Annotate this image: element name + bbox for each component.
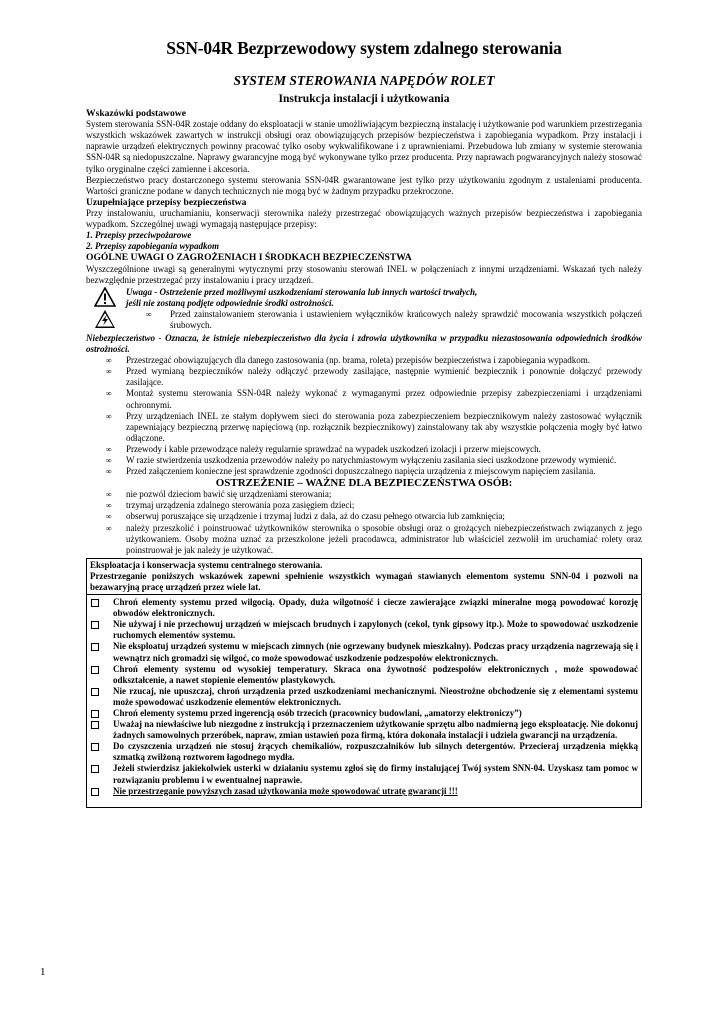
list-item [86,355,642,366]
checkbox-square-icon [91,710,99,718]
checkbox-square-icon [91,621,99,629]
checkbox-square-icon [91,666,99,674]
list-item-text: Przewody i kable przewodzące należy regularnie sprawdzać na wypadek uszkodzeń izolacji i przerw miejscowych. [126,443,541,454]
basics-heading: Wskazówki podstawowe [86,108,186,119]
list-item [86,388,642,410]
operation-item-list [90,597,638,797]
checkbox-square-icon [91,599,99,607]
operation-items-box [86,595,642,808]
operation-item-text: Chroń elementy systemu przed ingerencją osób trzecich (pracownicy budowlani, „amatorzy elektroniczy”) [113,708,522,719]
checkbox-square-icon [91,688,99,696]
list-item-text: Przed wymianą bezpieczników należy odłączyć przewody zasilające, następnie wymienić bezpiecznik i ponownie dołączyć przewody zasilające. [126,366,642,388]
list-item-text: nie pozwól dzieciom bawić się urządzeniami sterowania; [126,489,332,500]
bullet-symbol: ∞ [106,501,112,511]
bullet-symbol: ∞ [106,512,112,522]
bullet-symbol: ∞ [106,411,112,421]
operation-item [90,786,638,797]
operation-item-text: Jeżeli stwierdzisz jakiekolwiek usterki w działaniu systemu zgłoś się do firmy instalującej Twój system SNN-04. Uzyskasz tam pomoc w rozwiązaniu problemu i w ewentualnej naprawie. [113,763,638,785]
bullet-symbol: ∞ [106,356,112,366]
operation-item [90,741,638,763]
operation-item-text: Nie eksploatuj urządzeń systemu w miejscach zimnych (nie ogrzewany budynek mieszkalny). Podczas pracy urządzenia nagrzewają się i wewnątrz nich gromadzi się wilgoć, co może spowodować uszkodzenie podzespołów elektronicznych. [113,641,638,663]
warning-notice [86,287,642,309]
list-item-text: Przed załączeniem konieczne jest sprawdzenie zgodności dopuszczalnego napięcia urządzenia z miejscowym napięciem zasilania. [126,466,596,477]
operation-item-text: Nie używaj i nie przechowuj urządzeń w miejscach brudnych i zapylonych (cekol, tynk gipsowy itp.). Może to spowodować uszkodzenie ruchomych elementów systemu. [113,619,638,641]
bullet-symbol: ∞ [106,456,112,466]
page-number: 1 [40,966,46,978]
operation-item [90,641,638,663]
document-subtitle: SYSTEM STEROWANIA NAPĘDÓW ROLET [233,73,495,88]
warning-line-2: jeśli nie zostaną podjęte odpowiednie środki ostrożności. [126,297,334,308]
document-subtitle-2: Instrukcja instalacji i użytkowania [278,93,450,105]
document-title: SSN-04R Bezprzewodowy system zdalnego sterowania [166,38,562,58]
supplementary-paragraph: Przy instalowaniu, uruchamianiu, konserwacji sterownika należy przestrzegać obowiązujących ważnych przepisów bezpieczeństwa i zapobiegania wypadkom. Szczególnej uwagi wymagają następujące przepisy: [86,208,642,230]
list-item [86,366,642,388]
operation-item [90,763,638,785]
bullet-symbol: ∞ [106,389,112,399]
operation-item-text: Nie przestrzeganie powyższych zasad użytkowania może spowodować utratę gwarancji !!! [113,785,458,796]
bullet-symbol: ∞ [106,523,112,533]
list-item-text: W razie stwierdzenia uszkodzenia przewodów należy po natychmiastowym wyłączeniu zasilania sieci uszkodzone przewody wymienić. [126,455,617,466]
list-item [86,411,642,444]
bullet-symbol: ∞ [106,444,112,454]
bullet-symbol: ∞ [106,367,112,377]
general-paragraph: Wyszczególnione uwagi są generalnymi wytycznymi przy stosowaniu sterowań INEL w połączeniach z innymi urządzeniami. Wskazań tych należy bezwzględnie przestrzegać przy instalowaniu i pracy urządzeń. [86,263,642,285]
operation-item-text: Nie rzucaj, nie upuszczaj, chroń urządzenia przed uszkodzeniami mechanicznymi. Nieostrożne obchodzenie się z elementami systemu może spowodować uszkodzenie elementów elektronicznych. [113,685,638,707]
operation-item-text: Do czyszczenia urządzeń nie stosuj żrących chemikaliów, rozpuszczalników lub silnych detergentów. Przecieraj urządzenia miękką szmatką zwilżoną roztworem łagodnego mydła. [113,741,638,763]
list-item [86,523,642,556]
supplementary-item-2: 2. Przepisy zapobiegania wypadkom [86,241,219,252]
supplementary-heading: Uzupełniające przepisy bezpieczeństwa [86,196,247,208]
operation-item [90,619,638,641]
warning-line-1: Uwaga - Ostrzeżenie przed możliwymi uszkodzeniami sterowania lub innych wartości trwałych, [126,286,478,297]
bullet-symbol: ∞ [146,310,152,320]
list-item-text: Przestrzegać obowiązujących dla danego zastosowania (np. brama, roleta) przepisów bezpieczeństwa i zapobiegania wypadkom. [126,355,591,366]
checkbox-square-icon [91,743,99,751]
operation-item-text: Chroń elementy systemu od wysokiej temperatury. Skraca ona żywotność podzespołów elektronicznych , może spowodować odkształcenie, a nawet stopienie elementów plastykowych. [113,663,638,685]
supplementary-item-1: 1. Przepisy przeciwpożarowe [86,230,192,241]
list-item [86,511,642,522]
operation-item [90,597,638,619]
general-heading: OGÓLNE UWAGI O ZAGROŻENIACH I ŚRODKACH BEZPIECZEŃSTWA [86,252,412,264]
list-item [86,444,642,455]
list-item-text: Przed zainstalowaniem sterowania i ustawieniem wyłączników krańcowych należy sprawdzić mocowania wszystkich połączeń śrubowych. [170,309,642,331]
list-item [86,309,642,331]
operation-heading: Eksploatacja i konserwacja systemu centralnego sterowania. [90,559,323,570]
checkbox-square-icon [91,643,99,651]
operation-intro: Przestrzeganie poniższych wskazówek zapewni spełnienie wszystkich wymagań stawianych elementom systemu SNN-04 i pozwoli na bezawaryjną pracę urządzeń przez wiele lat. [90,570,638,592]
list-item [86,500,642,511]
operation-header-box [86,558,642,595]
operation-item [90,686,638,708]
checkbox-square-icon [91,721,99,729]
safety-bullet-list [86,489,642,556]
bullet-symbol: ∞ [106,490,112,500]
basics-paragraph-2: Bezpieczeństwo pracy dostarczonego systemu sterowania SSN-04R gwarantowane jest tylko przy użytkowaniu zgodnym z ustaleniami producenta. Wartości graniczne podane w danych technicznych nie mogą być w żadnym przypadku przekroczone. [86,174,642,196]
warning-bullet-list [86,309,642,331]
electric-hazard-notice [86,309,642,333]
general-section [86,252,642,477]
list-item-text: obserwuj poruszające się urządzenie i trzymaj ludzi z dala, aż do czasu pełnego otwarcia lub zamknięcia; [126,511,505,522]
warning-triangle-icon [94,287,116,307]
list-item-text: Przy urządzeniach INEL ze stałym dopływem sieci do sterowania poza zabezpieczeniem bezpiecznikowym należy zastosować wyłącznik zapewniający bezpieczną przerwę napięciową (np. rozłącznik bezpiecznikowy) zainstalowany tak aby wszystkie połączenia mogły być łatwo odłączone. [126,410,642,443]
safety-heading: OSTRZEŻENIE – WAŻNE DLA BEZPIECZEŃSTWA OSÓB: [215,477,513,490]
operation-item-text: Uważaj na niewłaściwe lub niezgodne z instrukcją i przeznaczeniem użytkowanie sprzętu albo nadmierną jego eksploatację. Nie dokonuj żadnych samowolnych przeróbek, napraw, zmian ustawień poza firmą, która dokonała instalacji i udziela gwarancji na urządzenia. [113,719,638,741]
safety-section [86,477,642,556]
document-page [86,38,642,808]
operation-item [90,719,638,741]
general-bullet-list [86,355,642,477]
checkbox-square-icon [91,765,99,773]
supplementary-section [86,197,642,253]
basics-paragraph-1: System sterowania SSN-04R zostaje oddany do eksploatacji w stanie umożliwiającym bezpieczną instalację i użytkowanie pod warunkiem przestrzegania wszystkich wskazówek zawartych w instrukcji obsługi oraz obowiązujących przepisów bezpieczeństwa i zapobiegania wypadkom. Przy instalacji i naprawie urządzeń elektrycznych powinny pracować tylko osoby wykwalifikowane i z uprawnieniami. Przebudowa lub zmiany w systemie sterowania SSN-04R są niedopuszczalne. Naprawy gwarancyjne mogą być wykonywane tylko przez producenta. Przy naprawach pogwarancyjnych należy stosować tylko oryginalne części zamienne i akcesoria. [86,119,642,174]
list-item-text: trzymaj urządzenia zdalnego sterowania poza zasięgiem dzieci; [126,500,355,511]
danger-notice: Niebezpieczeństwo - Oznacza, że istnieje niebezpieczeństwo dla życia i zdrowia użytkownika w przypadku niezastosowania odpowiednich środków ostrożności. [86,333,642,355]
operation-item [90,664,638,686]
operation-item-text: Chroń elementy systemu przed wilgocią. Opady, duża wilgotność i ciecze zawierające związki mineralne mogą powodować korozję obwodów elektronicznych. [113,597,638,619]
checkbox-square-icon [91,788,99,796]
list-item [86,489,642,500]
list-item-text: Montaż systemu sterowania SSN-04R należy wykonać z wymaganymi przez odpowiednie przepisy zabezpieczeniami i urządzeniami ochronnymi. [126,388,642,410]
bullet-symbol: ∞ [106,467,112,477]
list-item [86,455,642,466]
operation-item [90,708,638,719]
list-item [86,466,642,477]
basics-section [86,108,642,197]
list-item-text: należy przeszkolić i poinstruować użytkowników sterownika o sposobie obsługi oraz o grożących niebezpieczeństwach związanych z jego użytkowaniem. Osoby można uznać za przeszkolone jeżeli pracodawca, administrator lub właściciel zezwolił im uruchamiać rolety oraz poinstruował je jak należy je użytkować. [126,522,642,555]
